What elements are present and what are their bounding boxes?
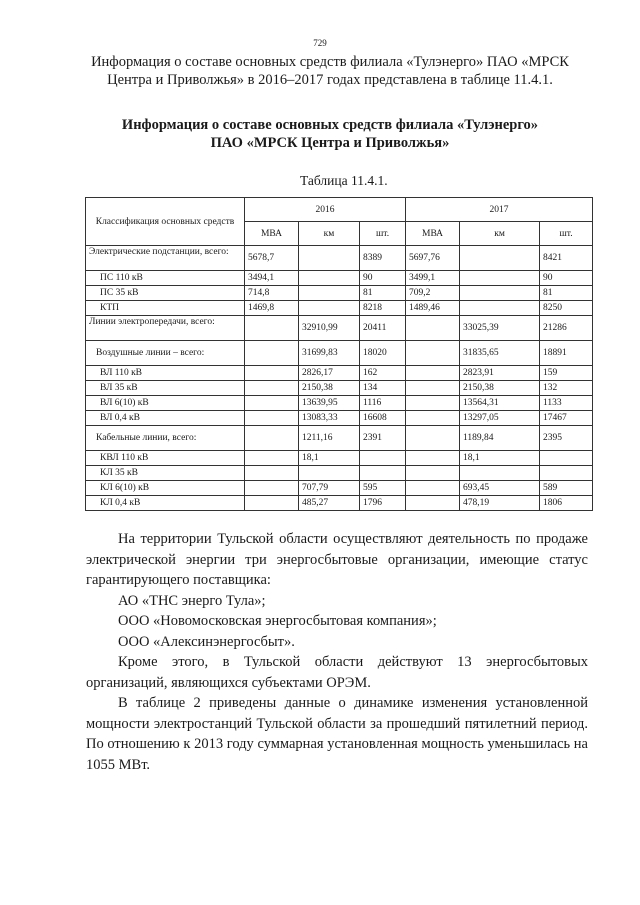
row-label: ВЛ 35 кВ	[86, 381, 245, 396]
cell: 2391	[360, 426, 406, 451]
table-row	[86, 411, 593, 426]
cell: 90	[540, 271, 593, 286]
cell	[406, 496, 460, 511]
org-list-item: ООО «Новомосковская энергосбытовая компания»;	[118, 613, 437, 629]
row-label: Кабельные линии, всего:	[86, 426, 245, 451]
cell: 18020	[360, 341, 406, 366]
cell: 8218	[360, 301, 406, 316]
cell	[360, 451, 406, 466]
cell: 478,19	[460, 496, 540, 511]
cell	[460, 286, 540, 301]
unit-header: шт.	[360, 222, 406, 246]
cell: 31699,83	[299, 341, 360, 366]
cell	[299, 301, 360, 316]
cell: 8389	[360, 246, 406, 271]
cell	[245, 426, 299, 451]
cell: 5678,7	[245, 246, 299, 271]
row-label: КТП	[86, 301, 245, 316]
body-text	[86, 529, 588, 775]
table-row	[86, 316, 593, 341]
table-heading-line-1: Информация о составе основных средств филиала «Тулэнерго»	[121, 117, 539, 133]
cell	[245, 396, 299, 411]
table-row	[86, 481, 593, 496]
cell: 33025,39	[460, 316, 540, 341]
row-label: КЛ 0,4 кВ	[86, 496, 245, 511]
unit-header: МВА	[245, 222, 299, 246]
cell: 13639,95	[299, 396, 360, 411]
cell: 707,79	[299, 481, 360, 496]
row-label: Электрические подстанции, всего:	[86, 246, 245, 271]
cell: 31835,65	[460, 341, 540, 366]
cell	[540, 466, 593, 481]
paragraph-suppliers: На территории Тульской области осуществляют деятельность по продаже электрической энергии три энергосбытовые организации, имеющие статус гарантирующего поставщика:	[86, 531, 588, 588]
cell: 16608	[360, 411, 406, 426]
table-row	[86, 426, 593, 451]
cell: 1489,46	[406, 301, 460, 316]
cell	[299, 466, 360, 481]
cell: 1211,16	[299, 426, 360, 451]
cell	[299, 271, 360, 286]
table-row	[86, 246, 593, 271]
cell	[540, 451, 593, 466]
row-label: ВЛ 6(10) кВ	[86, 396, 245, 411]
cell: 595	[360, 481, 406, 496]
cell	[245, 466, 299, 481]
cell	[245, 366, 299, 381]
cell: 13083,33	[299, 411, 360, 426]
row-label: Линии электропередачи, всего:	[86, 316, 245, 341]
paragraph-orem: Кроме этого, в Тульской области действуют 13 энергосбытовых организаций, являющихся субъектами ОРЭМ.	[86, 654, 588, 691]
intro-text: Информация о составе основных средств филиала «Тулэнерго» ПАО «МРСК Центра и Приволжья» в 2016–2017 годах представлена в таблице 11.4.1.	[91, 54, 569, 88]
org-list-item: ООО «Алексинэнергосбыт».	[118, 633, 295, 650]
cell	[245, 496, 299, 511]
table-row	[86, 341, 593, 366]
row-label: ВЛ 0,4 кВ	[86, 411, 245, 426]
unit-header: км	[460, 222, 540, 246]
table-row	[86, 286, 593, 301]
unit-header: км	[299, 222, 360, 246]
row-label: Воздушные линии – всего:	[86, 341, 245, 366]
table-heading-line-2: ПАО «МРСК Центра и Приволжья»	[210, 135, 450, 151]
table-row	[86, 451, 593, 466]
table-row	[86, 381, 593, 396]
cell	[460, 466, 540, 481]
cell	[245, 481, 299, 496]
cell	[406, 411, 460, 426]
table-row	[86, 301, 593, 316]
cell	[245, 411, 299, 426]
cell: 3499,1	[406, 271, 460, 286]
cell: 2150,38	[299, 381, 360, 396]
cell: 1133	[540, 396, 593, 411]
paragraph-capacity: В таблице 2 приведены данные о динамике изменения установленной мощности электростанций Тульской области за прошедший пятилетний период. По отношению к 2013 году суммарная установленная мощность уменьшилась на 1055 МВт.	[86, 695, 588, 773]
cell: 1116	[360, 396, 406, 411]
cell	[245, 316, 299, 341]
cell: 5697,76	[406, 246, 460, 271]
cell: 17467	[540, 411, 593, 426]
year-header-2017: 2017	[406, 198, 593, 222]
row-label: ВЛ 110 кВ	[86, 366, 245, 381]
cell: 2150,38	[460, 381, 540, 396]
cell	[406, 466, 460, 481]
cell	[245, 381, 299, 396]
classification-header: Классификация основных средств	[86, 198, 245, 246]
unit-header: МВА	[406, 222, 460, 246]
cell: 2823,91	[460, 366, 540, 381]
row-label: КВЛ 110 кВ	[86, 451, 245, 466]
cell: 1806	[540, 496, 593, 511]
cell	[460, 271, 540, 286]
org-list-item: АО «ТНС энерго Тула»;	[118, 592, 266, 609]
cell	[406, 381, 460, 396]
cell: 709,2	[406, 286, 460, 301]
cell	[406, 341, 460, 366]
page-number: 729	[313, 38, 327, 48]
row-label: ПС 35 кВ	[86, 286, 245, 301]
fixed-assets-table	[85, 197, 593, 511]
cell	[245, 451, 299, 466]
cell: 714,8	[245, 286, 299, 301]
cell	[406, 316, 460, 341]
row-label: КЛ 35 кВ	[86, 466, 245, 481]
table-row	[86, 396, 593, 411]
cell: 32910,99	[299, 316, 360, 341]
cell: 693,45	[460, 481, 540, 496]
unit-header: шт.	[540, 222, 593, 246]
cell: 21286	[540, 316, 593, 341]
cell	[406, 396, 460, 411]
cell: 2826,17	[299, 366, 360, 381]
table-row	[86, 271, 593, 286]
row-label: КЛ 6(10) кВ	[86, 481, 245, 496]
cell: 81	[360, 286, 406, 301]
cell: 18891	[540, 341, 593, 366]
cell	[299, 286, 360, 301]
cell: 18,1	[299, 451, 360, 466]
cell: 1189,84	[460, 426, 540, 451]
cell	[360, 466, 406, 481]
table-heading	[70, 116, 590, 152]
table-caption: Таблица 11.4.1.	[300, 173, 388, 188]
cell: 132	[540, 381, 593, 396]
year-header-2016: 2016	[245, 198, 406, 222]
cell: 90	[360, 271, 406, 286]
cell: 20411	[360, 316, 406, 341]
cell: 3494,1	[245, 271, 299, 286]
cell	[406, 366, 460, 381]
cell: 1469,8	[245, 301, 299, 316]
cell	[406, 426, 460, 451]
table-row	[86, 466, 593, 481]
cell: 2395	[540, 426, 593, 451]
cell: 13564,31	[460, 396, 540, 411]
table-row	[86, 496, 593, 511]
cell: 81	[540, 286, 593, 301]
table-header-years-row	[86, 198, 593, 222]
cell: 485,27	[299, 496, 360, 511]
row-label: ПС 110 кВ	[86, 271, 245, 286]
cell: 589	[540, 481, 593, 496]
cell	[460, 301, 540, 316]
cell	[299, 246, 360, 271]
cell: 18,1	[460, 451, 540, 466]
cell: 13297,05	[460, 411, 540, 426]
cell	[245, 341, 299, 366]
cell: 134	[360, 381, 406, 396]
cell	[460, 246, 540, 271]
cell: 159	[540, 366, 593, 381]
table-row	[86, 366, 593, 381]
cell: 1796	[360, 496, 406, 511]
cell: 8421	[540, 246, 593, 271]
cell	[406, 451, 460, 466]
cell	[406, 481, 460, 496]
cell: 8250	[540, 301, 593, 316]
cell: 162	[360, 366, 406, 381]
